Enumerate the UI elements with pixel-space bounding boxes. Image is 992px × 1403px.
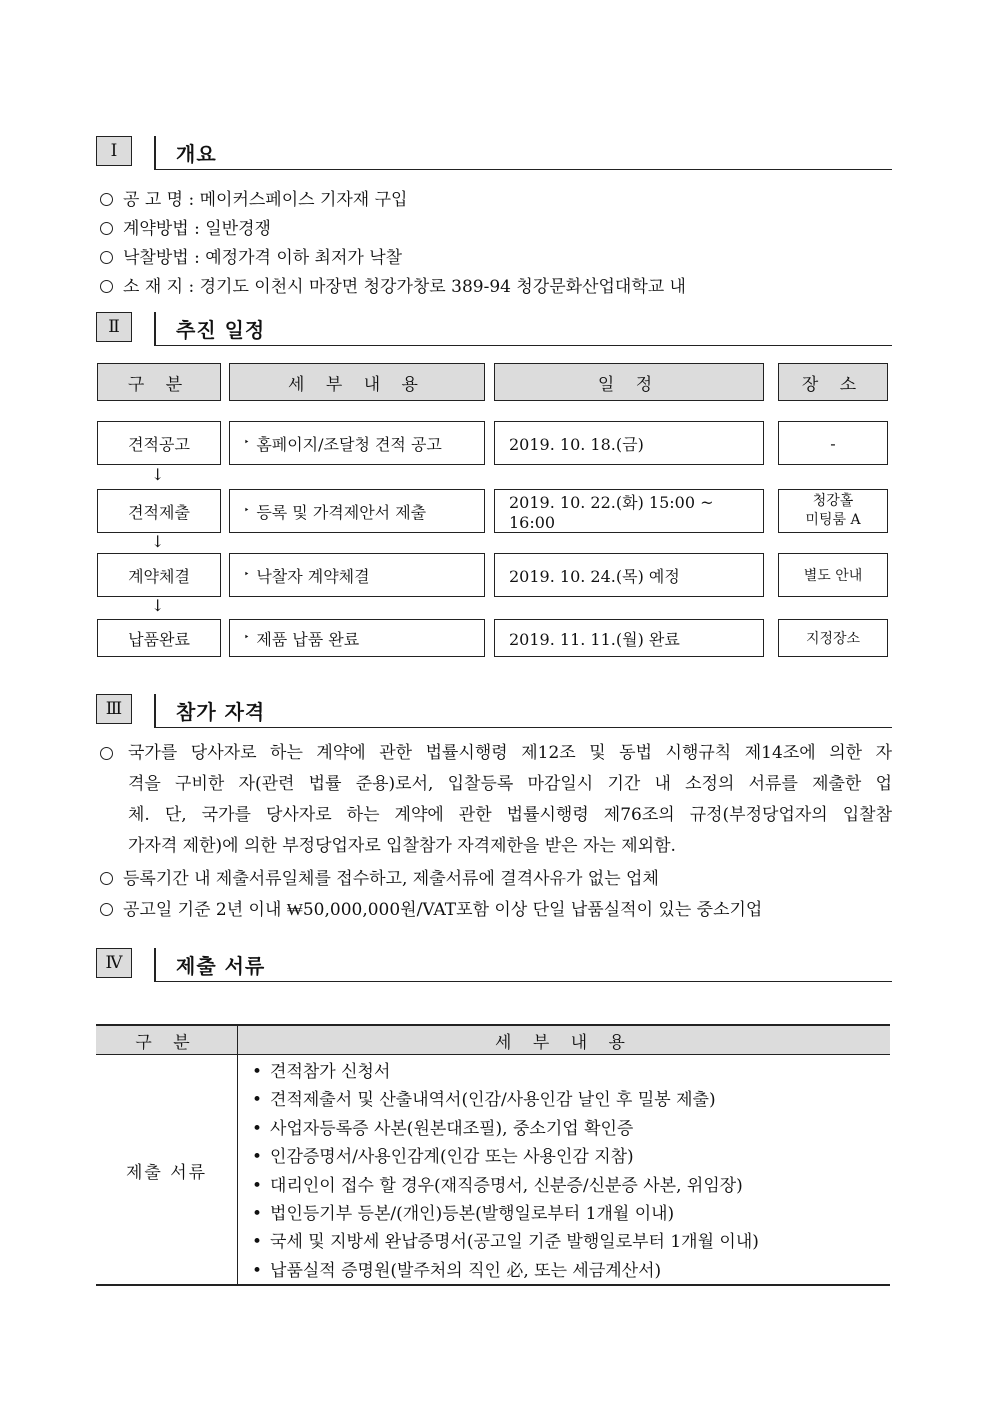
schedule-date: 2019. 10. 24.(목) 예정 <box>494 553 764 597</box>
section-number: Ⅳ <box>96 948 132 978</box>
qualification-item-2: 등록기간 내 제출서류일체를 접수하고, 제출서류에 결격사유가 없는 업체 <box>100 864 659 889</box>
section-divider <box>154 948 156 982</box>
section-title: 추진 일정 <box>176 318 266 342</box>
table-bottom-border <box>96 1284 890 1286</box>
circle-bullet-icon <box>100 280 113 293</box>
section-title: 개요 <box>176 142 217 166</box>
list-item: • 인감증명서/사용인감계(인감 또는 사용인감 지참) <box>252 1147 634 1168</box>
marker-icon: ‣ <box>244 570 250 580</box>
schedule-place: 청강홀 미팅룸 A <box>778 489 888 533</box>
schedule-date: 2019. 10. 22.(화) 15:00 ~ 16:00 <box>494 489 764 533</box>
schedule-step: 납품완료 <box>97 619 221 657</box>
circle-bullet-icon <box>100 903 113 916</box>
schedule-place: 별도 안내 <box>778 553 888 597</box>
circle-bullet-icon <box>100 251 113 264</box>
schedule-place: - <box>778 421 888 465</box>
schedule-header-detail: 세 부 내 용 <box>229 363 485 401</box>
qualification-item-3: 공고일 기준 2년 이내 ₩50,000,000원/VAT포함 이상 단일 납품실적이 있는 중소기업 <box>100 895 762 920</box>
section-underline <box>156 727 892 728</box>
marker-icon: ‣ <box>244 633 250 643</box>
section-number: Ⅱ <box>96 312 132 342</box>
documents-table <box>96 1024 890 1286</box>
documents-header-category: 구 분 <box>135 1033 198 1053</box>
qualification-paragraph <box>100 738 892 862</box>
section-divider <box>154 136 156 170</box>
schedule-step: 견적제출 <box>97 489 221 533</box>
schedule-step: 계약체결 <box>97 553 221 597</box>
list-item: • 사업자등록증 사본(원본대조필), 중소기업 확인증 <box>252 1118 634 1139</box>
down-arrow-icon: ↓ <box>151 596 165 615</box>
list-item: • 국세 및 지방세 완납증명서(공고일 기준 발행일로부터 1개월 이내) <box>252 1232 759 1253</box>
overview-item: 소 재 지 : 경기도 이천시 마장면 청강가창로 389-94 청강문화산업대학교 내 <box>100 272 686 297</box>
circle-bullet-icon <box>100 222 113 235</box>
documents-row-label: 제출 서류 <box>125 1163 208 1183</box>
schedule-detail: ‣ 제품 납품 완료 <box>229 619 485 657</box>
bullet-icon: • <box>252 1203 263 1224</box>
section-underline <box>156 981 892 982</box>
section-divider <box>154 312 156 346</box>
schedule-header-step: 구 분 <box>97 363 221 401</box>
overview-item: 공 고 명 : 메이커스페이스 기자재 구입 <box>100 185 407 210</box>
list-item: • 대리인이 접수 할 경우(재직증명서, 신분증/신분증 사본, 위임장) <box>252 1175 743 1196</box>
schedule-date: 2019. 10. 18.(금) <box>494 421 764 465</box>
schedule-header-place: 장 소 <box>778 363 888 401</box>
section-2-header <box>96 312 892 348</box>
schedule-place: 지정장소 <box>778 619 888 657</box>
list-item: • 견적참가 신청서 <box>252 1062 391 1082</box>
table-divider <box>237 1024 238 1286</box>
documents-table-header <box>96 1024 890 1055</box>
circle-bullet-icon <box>100 872 113 885</box>
marker-icon: ‣ <box>244 506 250 516</box>
section-number: Ⅲ <box>96 694 132 724</box>
down-arrow-icon: ↓ <box>151 532 165 551</box>
schedule-date: 2019. 11. 11.(월) 완료 <box>494 619 764 657</box>
bullet-icon: • <box>252 1232 263 1253</box>
qualification-item-1: 국가를 당사자로 하는 계약에 관한 법률시행령 제12조 및 동법 시행규칙 제14조에 의한 자 격을 구비한 자(관련 법률 준용)로서, 입찰등록 마감일시 기간 내 소정의 서류를 제출한 업 체. 단, 국가를 당사자로 하는 계약에 관한 법률시행령 제76조의 규정(부정당업자의 입찰참 가자격 제한)에 의한 부정당업자로 입찰참가 자격제한을 받은 자는 제외함. <box>100 738 892 862</box>
section-3-header <box>96 694 892 730</box>
circle-bullet-icon <box>100 193 113 206</box>
list-item: • 법인등기부 등본/(개인)등본(발행일로부터 1개월 이내) <box>252 1203 675 1224</box>
bullet-icon: • <box>252 1147 263 1168</box>
list-item: • 견적제출서 및 산출내역서(인감/사용인감 날인 후 밀봉 제출) <box>252 1090 716 1111</box>
section-number: Ⅰ <box>96 136 132 166</box>
schedule-header-date: 일 정 <box>494 363 764 401</box>
bullet-icon: • <box>252 1175 263 1196</box>
section-4-header <box>96 948 892 984</box>
schedule-detail: ‣ 낙찰자 계약체결 <box>229 553 485 597</box>
schedule-step: 견적공고 <box>97 421 221 465</box>
section-title: 참가 자격 <box>176 700 266 724</box>
schedule-detail: ‣ 등록 및 가격제안서 제출 <box>229 489 485 533</box>
schedule-detail: ‣ 홈페이지/조달청 견적 공고 <box>229 421 485 465</box>
overview-item: 계약방법 : 일반경쟁 <box>100 214 271 239</box>
bullet-icon: • <box>252 1118 263 1139</box>
section-title: 제출 서류 <box>176 954 266 978</box>
down-arrow-icon: ↓ <box>151 465 165 484</box>
bullet-icon: • <box>252 1062 263 1082</box>
section-divider <box>154 694 156 728</box>
list-item: • 납품실적 증명원(발주처의 직인 必, 또는 세금계산서) <box>252 1260 662 1281</box>
overview-item: 낙찰방법 : 예정가격 이하 최저가 낙찰 <box>100 243 402 268</box>
bullet-icon: • <box>252 1090 263 1111</box>
section-1-header <box>96 136 892 172</box>
marker-icon: ‣ <box>244 438 250 448</box>
section-underline <box>156 169 892 170</box>
section-underline <box>156 345 892 346</box>
documents-list <box>252 1058 759 1285</box>
documents-header-detail: 세 부 내 용 <box>495 1033 633 1053</box>
bullet-icon: • <box>252 1260 263 1281</box>
circle-bullet-icon <box>100 747 113 760</box>
